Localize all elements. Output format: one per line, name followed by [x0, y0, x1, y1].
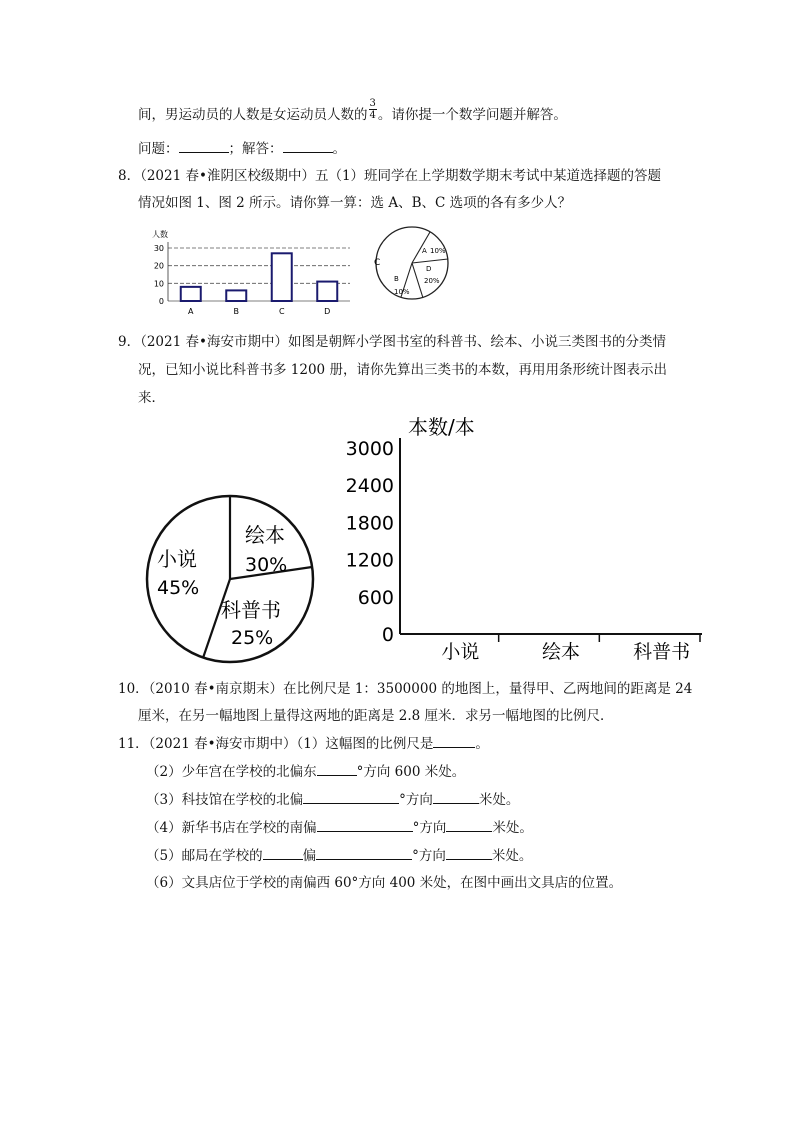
x-tick-label: A — [188, 307, 194, 316]
q9-line3: 来． — [138, 390, 165, 406]
q8-pie-label-d: D — [426, 265, 432, 273]
q11-3-text: （3）科技馆在学校的北偏 — [146, 792, 304, 808]
period: 。 — [332, 141, 346, 157]
q11-4-text: （4）新华书店在学校的南偏 — [146, 820, 317, 836]
x-tick-label: 绘本 — [541, 641, 581, 663]
q11-line4 — [146, 817, 533, 838]
y-tick-label: 20 — [153, 261, 164, 271]
period: 。 — [475, 736, 489, 752]
direction-blank[interactable] — [263, 845, 303, 860]
q9-pie-label-science: 科普书 — [221, 598, 281, 622]
q11-line3 — [146, 789, 519, 810]
answer-label: ；解答： — [228, 141, 283, 157]
q8-bar-chart — [140, 226, 360, 318]
q11-5-mid2: °方向 — [412, 848, 446, 864]
angle-blank[interactable] — [303, 789, 399, 804]
fraction-three-quarters — [369, 98, 377, 121]
q9-bar-axes — [400, 438, 702, 634]
y-tick-label: 1800 — [345, 512, 394, 535]
q8-pie-divider — [412, 259, 448, 263]
x-tick-label: C — [278, 307, 285, 316]
angle-blank[interactable] — [317, 817, 413, 832]
q9-pie-label-novel: 小说 — [157, 547, 197, 571]
q8-pie-value-b: 10% — [394, 288, 410, 296]
x-tick-label: 科普书 — [633, 641, 691, 663]
y-tick-label: 0 — [381, 624, 394, 646]
q11-2-text: （2）少年宫在学校的北偏东 — [146, 764, 317, 780]
q11-4-mid: °方向 — [412, 820, 447, 836]
fraction-numerator: 3 — [369, 98, 376, 109]
q11-2-tail: °方向 600 米处。 — [356, 764, 466, 780]
q8-pie-label-b: B — [394, 275, 399, 283]
q8-bar-bars — [181, 253, 338, 301]
y-tick-label: 2400 — [345, 475, 394, 498]
y-tick-label: 3000 — [345, 438, 394, 460]
q11-line1 — [118, 733, 489, 754]
question-blank[interactable] — [179, 138, 229, 153]
y-tick-label: 600 — [357, 586, 394, 609]
q11-4-tail: 米处。 — [492, 820, 533, 836]
q9-pie-value-novel: 45% — [157, 577, 200, 599]
fraction-denominator: 4 — [369, 110, 376, 121]
x-tick-label: 小说 — [441, 641, 480, 663]
q9-line1: 9．（2021 春•海安市期中）如图是朝辉小学图书室的科普书、绘本、小说三类图书的分类情 — [118, 334, 666, 350]
q11-3-tail: 米处。 — [478, 792, 520, 808]
q8-line2: 情况如图 1、图 2 所示。请你算一算：选 A、B、C 选项的各有多少人？ — [138, 195, 572, 211]
question-label: 问题： — [138, 141, 179, 157]
q9-bar-xlabels — [441, 634, 700, 663]
angle-blank[interactable] — [316, 845, 412, 860]
x-tick-label: B — [233, 307, 239, 316]
scale-blank[interactable] — [433, 733, 475, 748]
q9-empty-bar-chart — [330, 412, 710, 668]
q7-line2 — [138, 138, 346, 159]
q8-pie-chart — [362, 227, 462, 299]
q8-bar-xlabels — [188, 307, 330, 316]
q11-line6: （6）文具店位于学校的南偏西 60°方向 400 米处，在图中画出文具店的位置。 — [146, 875, 623, 891]
q9-pie-value-science: 25% — [231, 627, 274, 649]
angle-blank[interactable] — [317, 761, 357, 776]
q11-5-mid: 偏 — [302, 848, 317, 864]
q9-pie-value-picturebook: 30% — [245, 554, 288, 576]
q11-5-tail: 米处。 — [491, 848, 533, 864]
q8-bar-ylabel: 人数 — [152, 230, 168, 239]
q11-line2 — [146, 761, 465, 782]
distance-blank[interactable] — [433, 789, 479, 804]
y-tick-label: 1200 — [345, 549, 394, 572]
distance-blank[interactable] — [446, 845, 492, 860]
y-tick-label: 0 — [158, 297, 164, 306]
bar-d — [317, 282, 337, 301]
q10-line2: 厘米，在另一幅地图上量得这两地的距离是 2.8 厘米．求另一幅地图的比例尺． — [138, 708, 614, 724]
bar-c — [272, 253, 292, 301]
q9-bar-yticks — [346, 438, 394, 646]
answer-blank[interactable] — [283, 138, 333, 153]
q11-3-mid: °方向 — [399, 792, 433, 808]
q9-pie-chart — [145, 494, 315, 664]
q9-pie-label-picturebook: 绘本 — [245, 523, 285, 547]
distance-blank[interactable] — [446, 817, 492, 832]
q11-5-text: （5）邮局在学校的 — [146, 848, 263, 864]
q8-pie-value-d: 20% — [424, 277, 440, 285]
q8-line1: 8．（2021 春•淮阴区校级期中）五（1）班同学在上学期数学期末考试中某道选择题的答题 — [118, 168, 662, 184]
y-tick-label: 10 — [153, 279, 164, 289]
q11-text: 11．（2021 春•海安市期中）（1）这幅图的比例尺是 — [118, 736, 434, 752]
bar-a — [181, 287, 201, 301]
q9-line2: 况，已知小说比科普书多 1200 册，请你先算出三类书的本数，再用用条形统计图表示出 — [138, 362, 667, 378]
bar-b — [226, 290, 246, 301]
q8-pie-label-c: C — [374, 258, 381, 268]
q8-pie-value-a: 10% — [430, 247, 446, 255]
q7-text-a: 间，男运动员的人数是女运动员人数的 — [138, 107, 368, 123]
q8-pie-label-a: A — [422, 247, 427, 255]
q8-pie-divider — [412, 232, 430, 263]
q11-line5 — [146, 845, 532, 866]
y-tick-label: 30 — [153, 244, 164, 253]
x-tick-label: D — [324, 307, 331, 316]
q7-line1 — [138, 98, 567, 127]
q9-bar-ylabel: 本数/本 — [408, 415, 475, 439]
q7-text-b: 。请你提一个数学问题并解答。 — [377, 107, 567, 123]
q8-pie-divider — [412, 263, 423, 298]
q10-line1: 10．（2010 春•南京期末）在比例尺是 1：3500000 的地图上，量得甲、乙两地间的距离是 24 — [118, 681, 693, 697]
